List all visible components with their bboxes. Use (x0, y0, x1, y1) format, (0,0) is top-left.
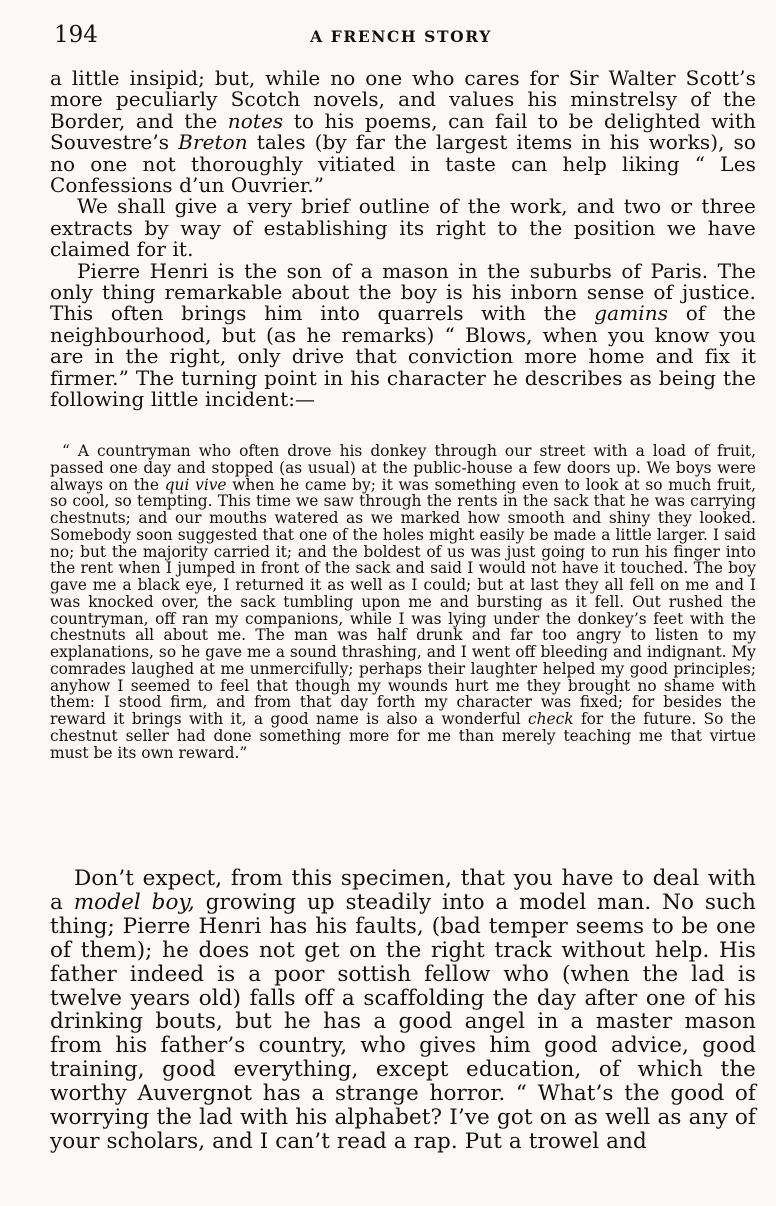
paragraph-1: a little insipid; but, while no one who cares for Sir Walter Scott’s more peculiarly Scotch novels, and values his minstrelsy of the Border, and the notes to his poems, can fail to be delighted with Souvestre’s Breton tales (by far the largest items in his works), so no one not thoroughly vitiated in taste can help liking “ Les Confessions d’un Ouvrier.” (50, 66, 757, 198)
paragraph-3: Pierre Henri is the son of a mason in the suburbs of Paris. The only thing remarkable about the boy is his inborn sense of justice. This often brings him into quarrels with the gamins of the neighbourhood, but (as he remarks) “ Blows, when you know you are in the right, only drive that conviction more home and fix it firmer.” The turning point in his character he describes as being the following little incident:— (50, 258, 756, 412)
block-quote (50, 443, 756, 761)
quoted-incident: “ A countryman who often drove his donkey through our street with a load of fruit, passed one day and stopped (as usual) at the public-house a few doors up. We boys were always on the qui vive when he came by; it was something even to look at so much fruit, so cool, so tempting. This time we saw through the rents in the sack that he was carrying chestnuts; and our mouths watered as we marked how smooth and shiny they looked. Somebody soon suggested that one of the holes might easily be made a little larger. I said no; but the majority carried it; and the boldest of us was just going to run his finger into the rent when I jumped in front of the sack and said I would not have it touched. The boy gave me a black eye, I returned it as well as I could; but at last they all fell on me and I was knocked over, the sack tumbling upon me and bursting as it fell. Out rushed the countryman, off ran my companions, while I was lying under the donkey’s feet with the chestnuts all about me. The man was half drunk and far too angry to listen to my explanations, so he gave me a sound thrashing, and I went off bleeding and indignant. My comrades laughed at me unmercifully; perhaps their laughter helped my good principles; anyhow I seemed to feel that though my wounds hurt me they brought no shame with them: I stood firm, and from that day forth my character was fixed; for besides the reward it brings with it, a good name is also a wonderful check for the future. So the chestnut seller had done something more for me than merely teaching me that virtue must be its own reward.” (50, 442, 757, 762)
page-header (50, 22, 752, 56)
running-title: A FRENCH STORY (310, 27, 492, 46)
paragraph-4: Don’t expect, from this specimen, that you have to deal with a model boy, growing up steadily into a model man. No such thing; Pierre Henri has his faults, (bad temper seems to be one of them); he does not get on the right track without help. His father indeed is a poor sottish fellow who (when the lad is twelve years old) falls off a scaffolding the day after one of his drinking bouts, but he has a good angel in a master mason from his father’s country, who gives him good advice, good training, good everything, except education, of which the worthy Auvergnot has a strange horror. “ What’s the good of worrying the lad with his alphabet? I’ve got on as well as any of your scholars, and I can’t read a rap. Put a trowel and (50, 866, 756, 1154)
paragraph-2: We shall give a very brief outline of the work, and two or three extracts by way of establishing its right to the position we have claimed for it. (50, 194, 756, 262)
opening-text (50, 68, 756, 411)
page-number: 194 (54, 22, 98, 48)
closing-text (50, 867, 756, 1154)
